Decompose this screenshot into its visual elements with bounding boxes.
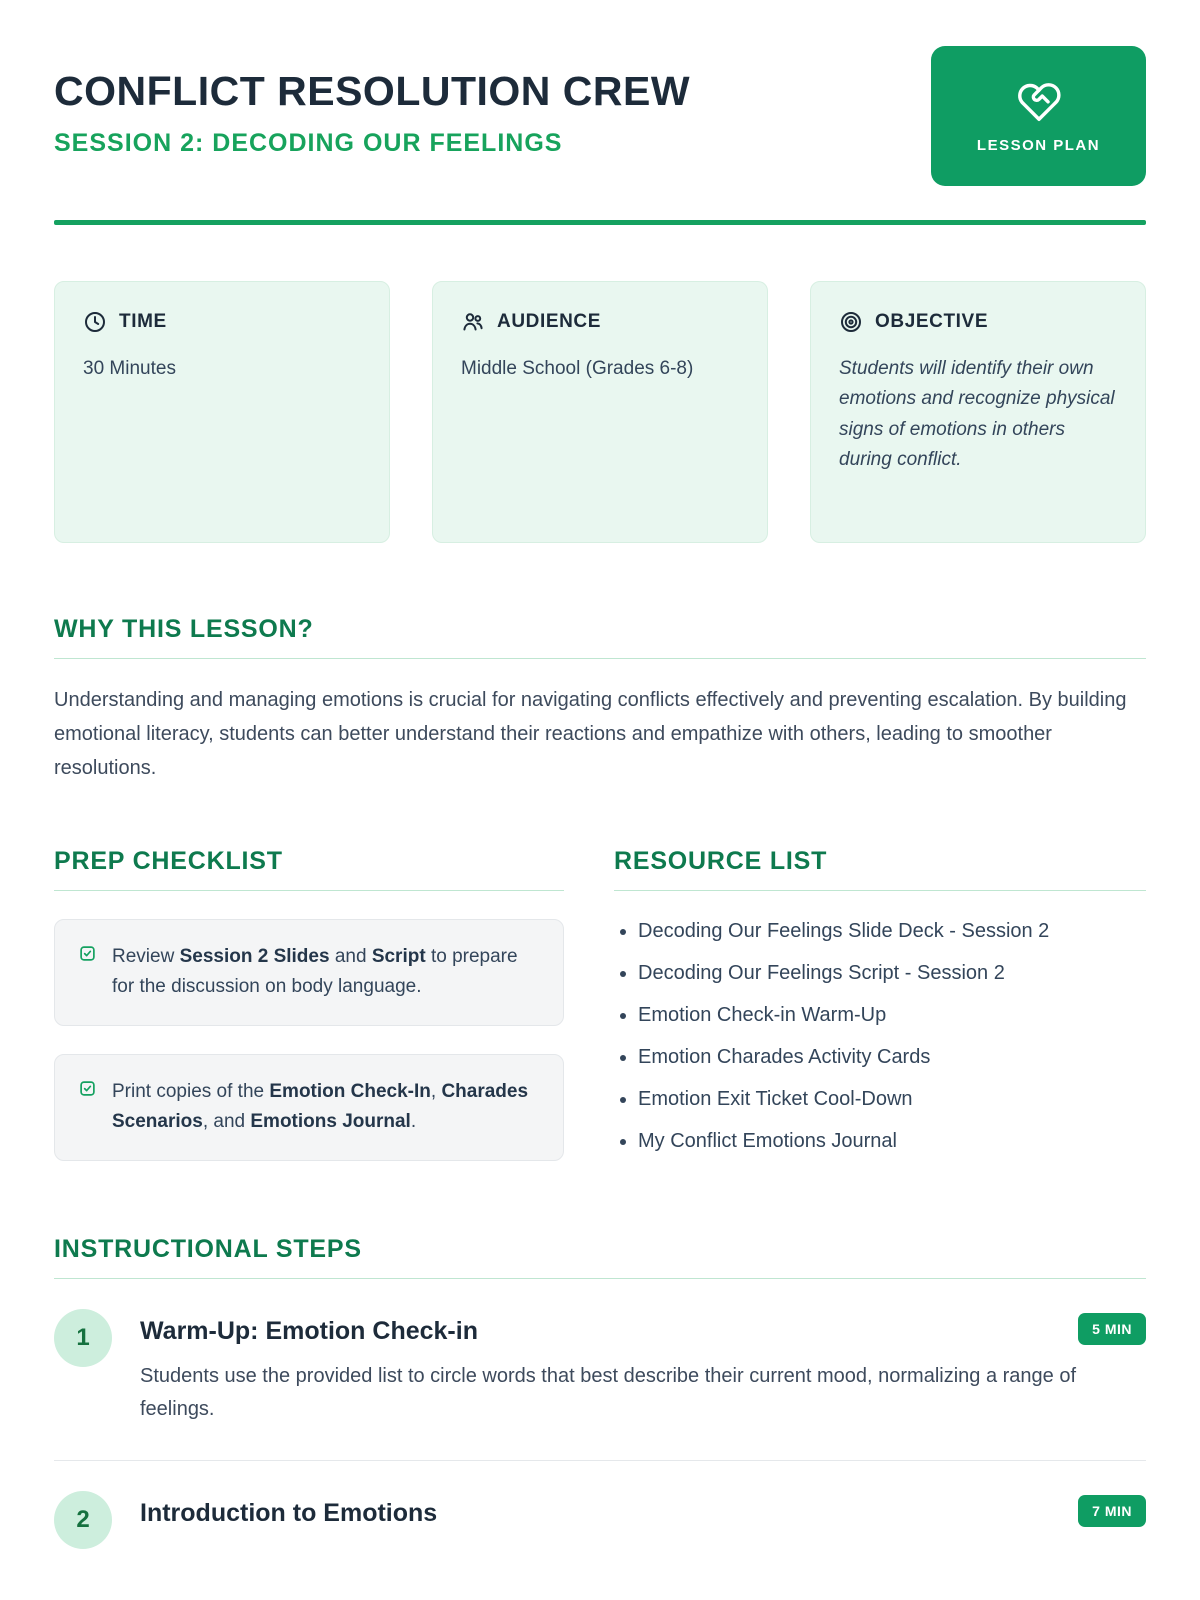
header-text bbox=[54, 46, 690, 158]
objective-card-header bbox=[839, 310, 1117, 334]
audience-card-value: Middle School (Grades 6-8) bbox=[461, 358, 694, 379]
audience-icon bbox=[461, 310, 485, 334]
checklist-item-text bbox=[112, 1077, 539, 1138]
checklist-text-segment-bold: Emotion Check-In bbox=[269, 1080, 431, 1102]
resource-list-item: • Emotion Check-in Warm-Up bbox=[638, 1001, 1146, 1030]
why-section-paragraph: Understanding and managing emotions is crucial for navigating conflicts effectively and preventing escalation. By building emotional literacy, students can better understand their reactions and empathize with others, leading to smoother resolutions. bbox=[54, 689, 1127, 779]
checklist-text-segment-bold: Script bbox=[371, 946, 426, 967]
instructional-steps-section bbox=[54, 1235, 1146, 1583]
prep-and-resources bbox=[54, 847, 1146, 1169]
why-section-heading: WHY THIS LESSON? bbox=[54, 615, 1146, 659]
audience-card-header bbox=[461, 310, 739, 334]
duration-badge: 5 MIN bbox=[1078, 1313, 1146, 1345]
resource-list-item: • Decoding Our Feelings Slide Deck - Session 2 bbox=[638, 917, 1146, 946]
step-number-badge: 2 bbox=[54, 1491, 112, 1549]
checkbox-icon[interactable] bbox=[79, 945, 96, 1003]
time-card-header bbox=[83, 310, 361, 334]
resource-list-item: • Emotion Charades Activity Cards bbox=[638, 1043, 1146, 1072]
resource-list-item: • Decoding Our Feelings Script - Session 2 bbox=[638, 959, 1146, 988]
resource-list-heading: RESOURCE LIST bbox=[614, 847, 1146, 891]
step-content bbox=[140, 1309, 1146, 1426]
instructional-steps-heading: INSTRUCTIONAL STEPS bbox=[54, 1235, 1146, 1279]
checklist-text-segment-bold: Charades Scenarios bbox=[112, 1080, 529, 1133]
prep-checklist-section bbox=[54, 847, 564, 1169]
objective-card-value: Students will identify their own emotions and recognize physical signs of emotions in others during conflict. bbox=[839, 358, 1115, 471]
step-number-badge: 1 bbox=[54, 1309, 112, 1367]
step-title: Warm-Up: Emotion Check-in bbox=[140, 1317, 478, 1345]
prep-checklist-heading: PREP CHECKLIST bbox=[54, 847, 564, 891]
time-card-label: TIME bbox=[119, 311, 167, 332]
duration-badge: 7 MIN bbox=[1078, 1495, 1146, 1527]
checklist-item bbox=[54, 1054, 564, 1161]
lesson-plan-badge bbox=[931, 46, 1146, 186]
accent-divider bbox=[54, 220, 1146, 225]
checklist-text-segment: Print copies of the bbox=[112, 1080, 270, 1102]
checklist-text-segment: and bbox=[329, 946, 372, 967]
step-title: Introduction to Emotions bbox=[140, 1499, 438, 1527]
objective-card-label: OBJECTIVE bbox=[875, 311, 989, 332]
page-title: CONFLICT RESOLUTION CREW bbox=[54, 68, 691, 114]
info-cards bbox=[54, 281, 1146, 543]
checklist-item-text bbox=[112, 942, 539, 1003]
time-card bbox=[54, 281, 390, 543]
checklist-text-segment: , and bbox=[202, 1111, 251, 1133]
step-header bbox=[140, 1309, 1146, 1346]
time-card-value: 30 Minutes bbox=[83, 358, 176, 379]
objective-card bbox=[810, 281, 1146, 543]
step-header bbox=[140, 1491, 1146, 1528]
audience-card-label: AUDIENCE bbox=[497, 311, 602, 332]
lesson-plan-badge-label: LESSON PLAN bbox=[976, 136, 1101, 154]
why-section bbox=[54, 615, 1146, 785]
checklist-item bbox=[54, 919, 564, 1026]
checklist-text-segment: to prepare for the discussion on body language. bbox=[112, 946, 518, 998]
clock-icon bbox=[83, 310, 107, 334]
resource-list-section bbox=[614, 847, 1146, 1169]
checklist-text-segment: . bbox=[410, 1111, 417, 1133]
resource-list-item: • My Conflict Emotions Journal bbox=[638, 1127, 1146, 1156]
heart-handshake-icon bbox=[1016, 79, 1062, 125]
audience-card bbox=[432, 281, 768, 543]
objective-target-icon bbox=[839, 310, 863, 334]
checklist-text-segment: , bbox=[430, 1080, 442, 1102]
header bbox=[54, 46, 1146, 186]
checklist-text-segment-bold: Session 2 Slides bbox=[179, 946, 330, 967]
resource-list-item: • Emotion Exit Ticket Cool-Down bbox=[638, 1085, 1146, 1114]
resource-list bbox=[614, 917, 1146, 1156]
checkbox-icon[interactable] bbox=[79, 1080, 96, 1138]
page-subtitle: SESSION 2: DECODING OUR FEELINGS bbox=[54, 129, 563, 157]
checklist-text-segment-bold: Emotions Journal bbox=[250, 1111, 411, 1133]
step-content bbox=[140, 1491, 1146, 1549]
step-row bbox=[54, 1460, 1146, 1583]
step-row bbox=[54, 1279, 1146, 1460]
checklist-text-segment: Review bbox=[112, 946, 180, 967]
step-description: Students use the provided list to circle words that best describe their current mood, normalizing a range of feelings. bbox=[140, 1365, 1077, 1420]
